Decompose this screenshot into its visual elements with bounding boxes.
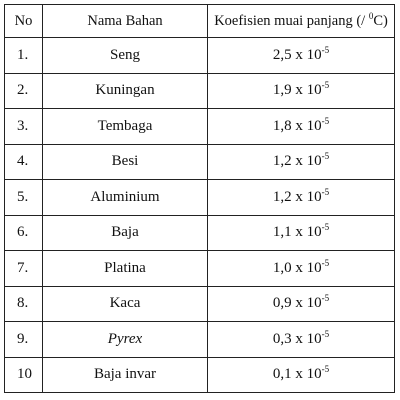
expansion-coefficient-table-container <box>4 4 394 387</box>
expansion-coefficient <box>208 38 395 74</box>
coefficient-mantissa: 1,2 x 10 <box>272 188 322 205</box>
coefficient-exponent: -5 <box>321 44 330 55</box>
expansion-coefficient <box>208 357 395 393</box>
coefficient-mantissa: 1,0 x 10 <box>272 259 322 276</box>
row-number: 4. <box>5 144 43 180</box>
table-row <box>5 215 395 251</box>
row-number: 9. <box>5 322 43 358</box>
material-name: Pyrex <box>43 322 208 358</box>
coefficient-exponent: -5 <box>321 328 330 339</box>
material-name: Kaca <box>43 286 208 322</box>
table-row <box>5 144 395 180</box>
expansion-coefficient <box>208 109 395 145</box>
expansion-coefficient <box>208 215 395 251</box>
row-number: 7. <box>5 251 43 287</box>
material-name: Seng <box>43 38 208 74</box>
header-coefficient-degree: 0 <box>368 10 374 21</box>
table-row <box>5 251 395 287</box>
header-coefficient <box>208 5 395 38</box>
coefficient-mantissa: 0,9 x 10 <box>272 295 322 312</box>
header-no: No <box>5 5 43 38</box>
expansion-coefficient <box>208 322 395 358</box>
coefficient-exponent: -5 <box>321 293 330 304</box>
coefficient-mantissa: 1,8 x 10 <box>272 117 322 134</box>
expansion-coefficient <box>208 180 395 216</box>
row-number: 2. <box>5 73 43 109</box>
row-number: 1. <box>5 38 43 74</box>
coefficient-exponent: -5 <box>321 151 330 162</box>
material-name: Kuningan <box>43 73 208 109</box>
table-header <box>5 5 395 38</box>
coefficient-exponent: -5 <box>321 186 330 197</box>
expansion-coefficient <box>208 251 395 287</box>
expansion-coefficient <box>208 73 395 109</box>
material-name: Baja invar <box>43 357 208 393</box>
header-row <box>5 5 395 38</box>
material-name: Aluminium <box>43 180 208 216</box>
expansion-coefficient <box>208 286 395 322</box>
material-name: Besi <box>43 144 208 180</box>
table-body <box>5 38 395 393</box>
coefficient-exponent: -5 <box>321 222 330 233</box>
expansion-coefficient <box>208 144 395 180</box>
coefficient-mantissa: 0,3 x 10 <box>272 330 322 347</box>
table-row <box>5 38 395 74</box>
expansion-coefficient-table <box>4 4 395 393</box>
coefficient-mantissa: 1,9 x 10 <box>272 82 322 99</box>
table-row <box>5 286 395 322</box>
coefficient-exponent: -5 <box>321 80 330 91</box>
table-row <box>5 73 395 109</box>
material-name: Tembaga <box>43 109 208 145</box>
coefficient-exponent: -5 <box>321 257 330 268</box>
coefficient-mantissa: 1,2 x 10 <box>272 153 322 170</box>
material-name: Baja <box>43 215 208 251</box>
row-number: 8. <box>5 286 43 322</box>
coefficient-exponent: -5 <box>321 364 330 375</box>
table-row <box>5 109 395 145</box>
row-number: 5. <box>5 180 43 216</box>
row-number: 10 <box>5 357 43 393</box>
coefficient-exponent: -5 <box>321 115 330 126</box>
header-coefficient-prefix: Koefisien muai panjang (/ <box>214 12 369 29</box>
table-row <box>5 357 395 393</box>
material-name: Platina <box>43 251 208 287</box>
header-coefficient-suffix: C) <box>373 12 388 29</box>
table-row <box>5 322 395 358</box>
table-row <box>5 180 395 216</box>
row-number: 3. <box>5 109 43 145</box>
coefficient-mantissa: 1,1 x 10 <box>272 224 322 241</box>
header-material-name: Nama Bahan <box>43 5 208 38</box>
coefficient-mantissa: 2,5 x 10 <box>272 46 322 63</box>
row-number: 6. <box>5 215 43 251</box>
coefficient-mantissa: 0,1 x 10 <box>272 366 322 383</box>
